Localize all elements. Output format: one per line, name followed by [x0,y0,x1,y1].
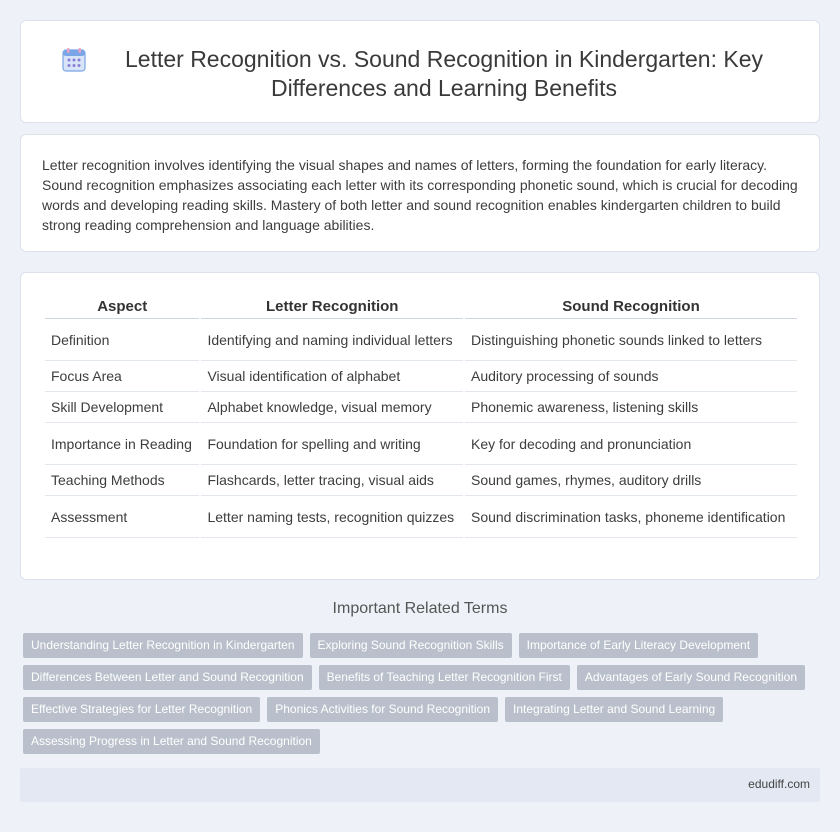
related-term-tag[interactable]: Advantages of Early Sound Recognition [577,665,805,690]
table-row [45,423,797,465]
table-row [45,361,797,392]
table-cell: Flashcards, letter tracing, visual aids [201,465,463,496]
table-cell: Focus Area [45,361,199,392]
table-cell: Key for decoding and pronunciation [465,423,797,465]
table-row [45,465,797,496]
table-cell: Assessment [45,496,199,538]
table-cell: Skill Development [45,392,199,423]
related-term-tag[interactable]: Exploring Sound Recognition Skills [310,633,512,658]
related-terms-list [23,633,823,761]
footer-bar [20,768,820,802]
table-header-row [45,295,797,319]
related-term-tag[interactable]: Assessing Progress in Letter and Sound Recognition [23,729,320,754]
page-title: Letter Recognition vs. Sound Recognition in Kindergarten: Key Differences and Learning Benefits [124,46,763,101]
related-term-tag[interactable]: Differences Between Letter and Sound Recognition [23,665,312,690]
calendar-icon [61,47,87,73]
related-term-tag[interactable]: Phonics Activities for Sound Recognition [267,697,498,722]
related-term-tag[interactable]: Integrating Letter and Sound Learning [505,697,723,722]
header-aspect: Aspect [45,295,199,319]
intro-card [20,134,820,252]
related-term-tag[interactable]: Effective Strategies for Letter Recognition [23,697,260,722]
table-row [45,392,797,423]
table-cell: Importance in Reading [45,423,199,465]
table-cell: Sound games, rhymes, auditory drills [465,465,797,496]
table-cell: Definition [45,319,199,361]
intro-paragraph: Letter recognition involves identifying the visual shapes and names of letters, forming the foundation for early literacy. Sound recognition emphasizes associating each letter with its corresponding phonetic sound, which is crucial for decoding words and developing reading skills. Mastery of both letter and sound recognition enables kindergarten children to build strong reading comprehension and language abilities. [42,157,798,233]
related-term-tag[interactable]: Importance of Early Literacy Development [519,633,758,658]
table-cell: Alphabet knowledge, visual memory [201,392,463,423]
table-cell: Letter naming tests, recognition quizzes [201,496,463,538]
comparison-card [20,272,820,580]
table-row [45,496,797,538]
related-term-tag[interactable]: Understanding Letter Recognition in Kindergarten [23,633,303,658]
table-cell: Sound discrimination tasks, phoneme identification [465,496,797,538]
table-cell: Foundation for spelling and writing [201,423,463,465]
table-cell: Auditory processing of sounds [465,361,797,392]
table-cell: Visual identification of alphabet [201,361,463,392]
title-card [20,20,820,123]
table-cell: Phonemic awareness, listening skills [465,392,797,423]
related-terms-title: Important Related Terms [332,600,508,617]
table-cell: Teaching Methods [45,465,199,496]
table-row [45,319,797,361]
table-cell: Distinguishing phonetic sounds linked to letters [465,319,797,361]
related-term-tag[interactable]: Benefits of Teaching Letter Recognition First [319,665,570,690]
header-sound-recognition: Sound Recognition [465,295,797,319]
header-letter-recognition: Letter Recognition [201,295,463,319]
table-cell: Identifying and naming individual letters [201,319,463,361]
site-link[interactable]: edudiff.com [748,777,810,791]
comparison-table [43,295,799,538]
